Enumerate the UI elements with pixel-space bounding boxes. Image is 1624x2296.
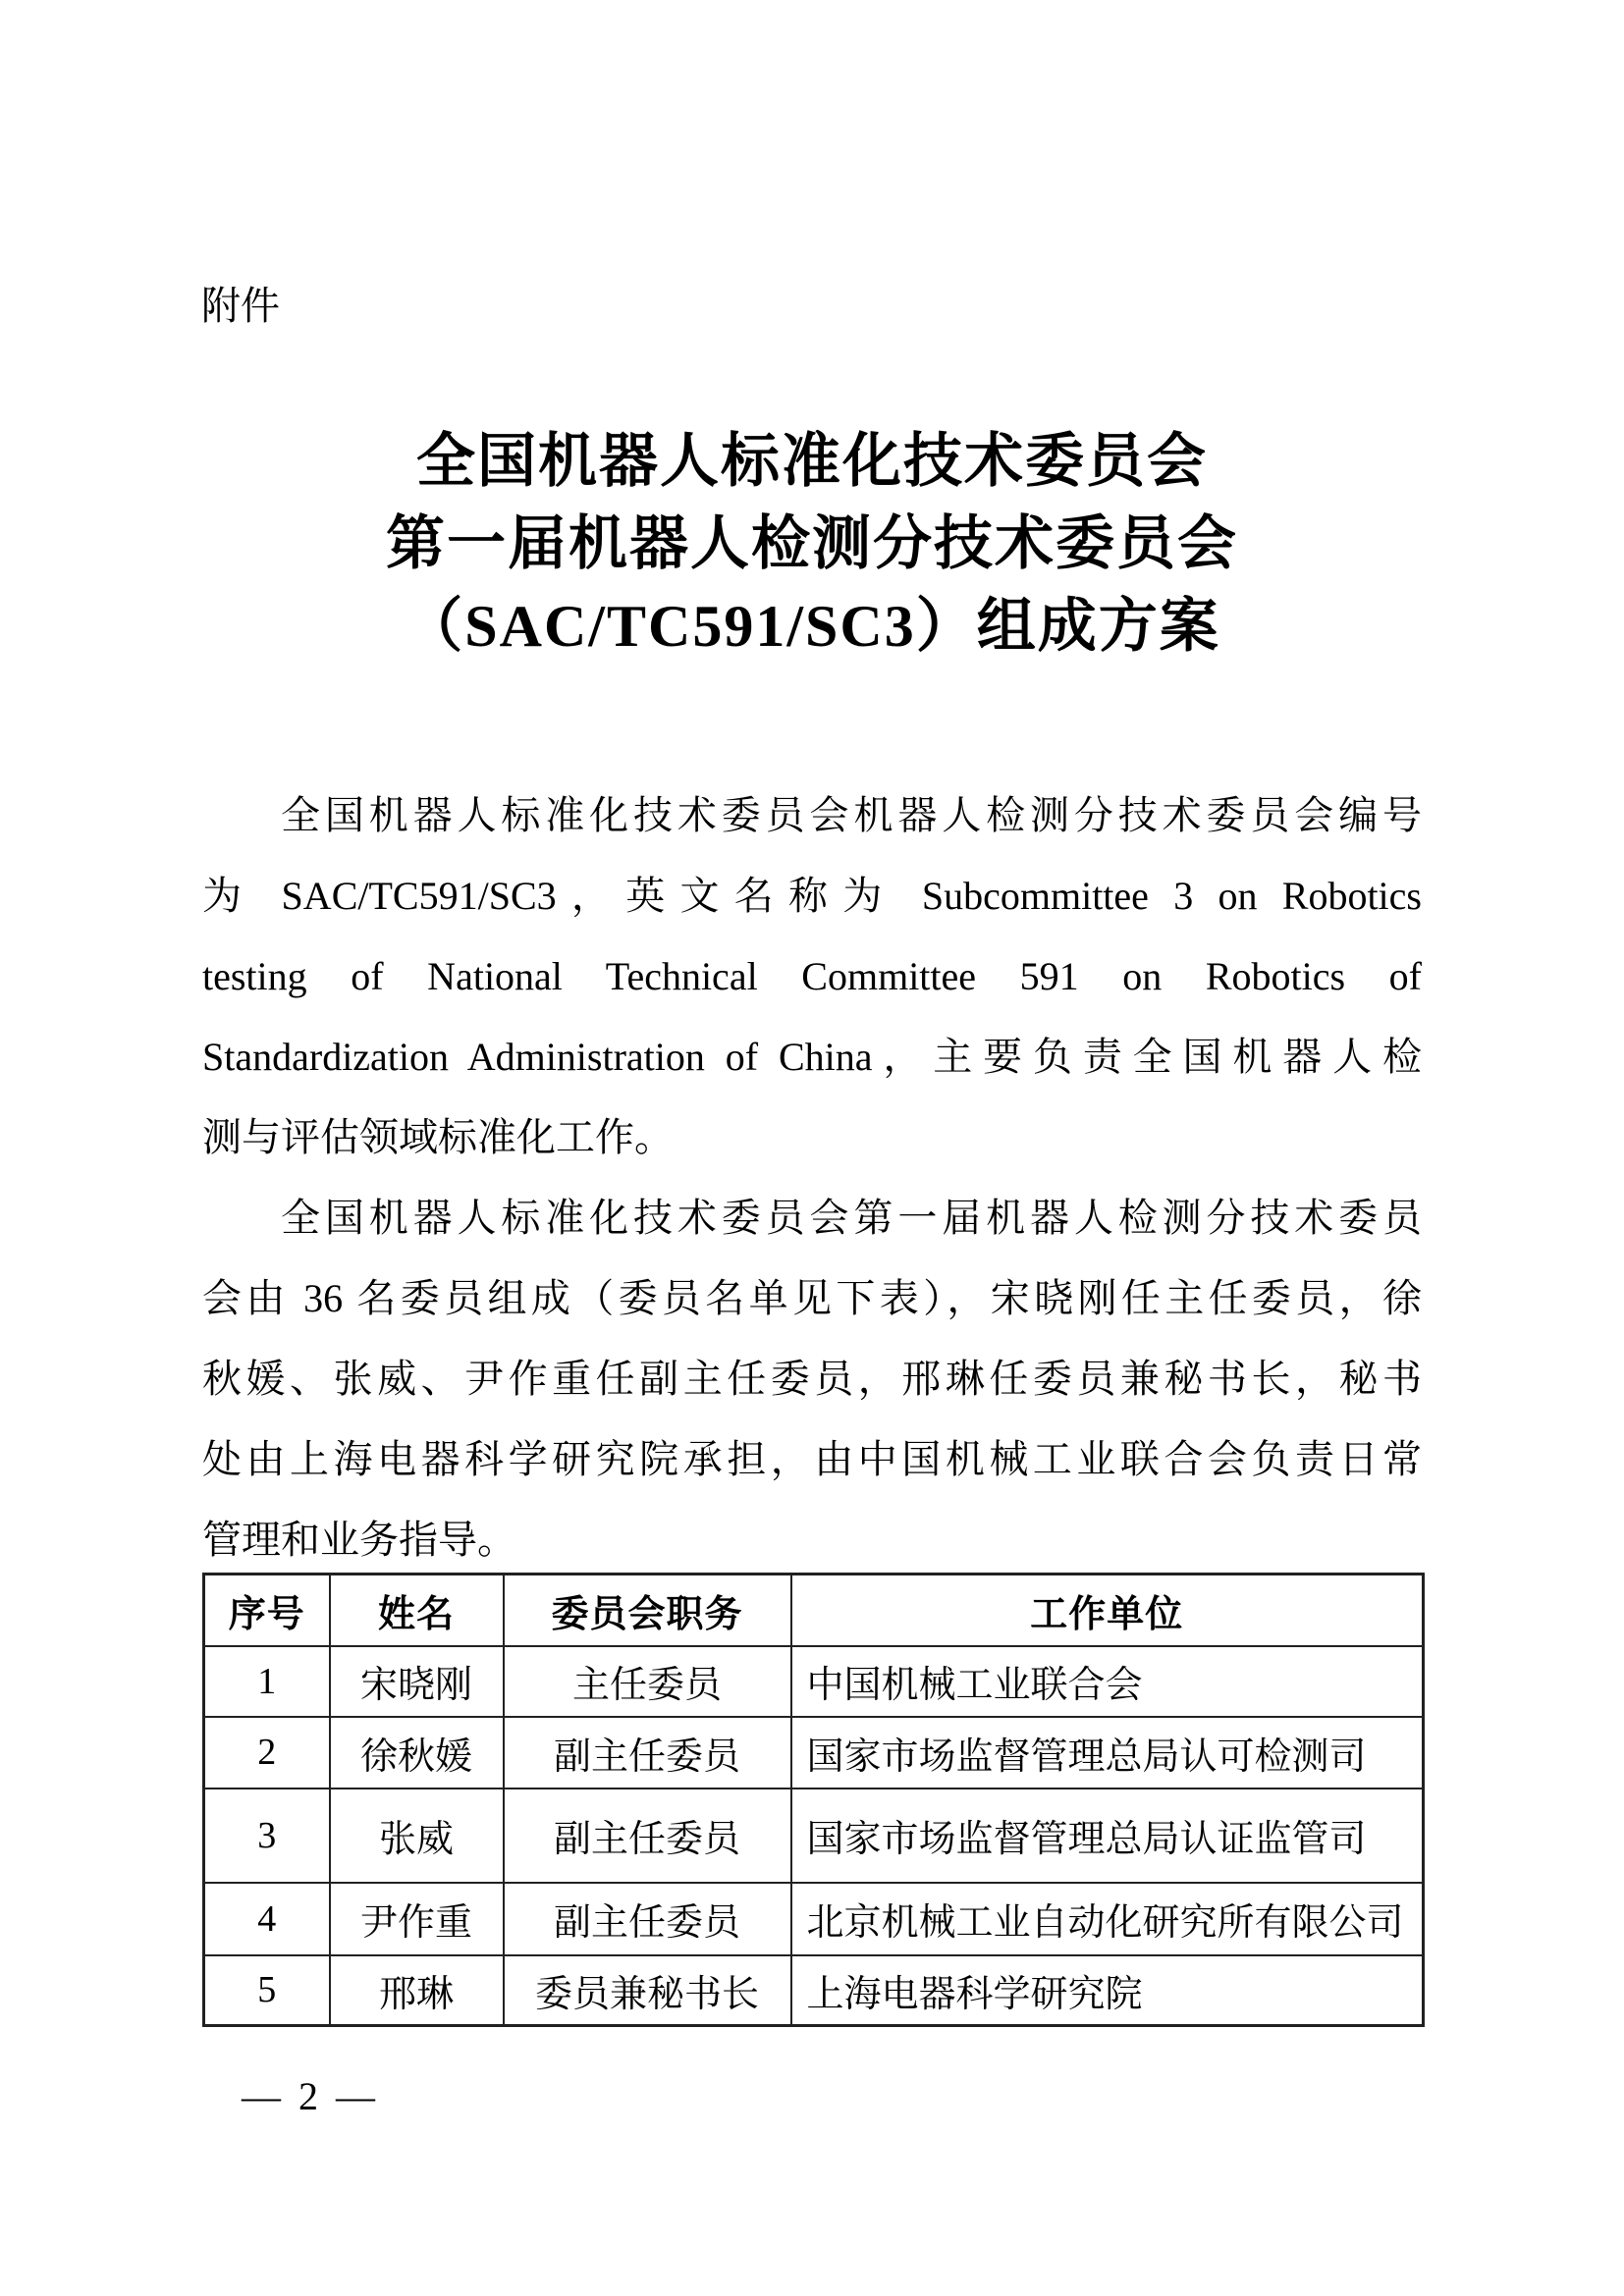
paragraph-2-line: 管理和业务指导。	[202, 1518, 516, 1562]
title-line-2: 第一届机器人检测分技术委员会	[386, 511, 1238, 576]
attachment-label: 附件	[201, 285, 280, 328]
paragraph-1-line: 全国机器人标准化技术委员会机器人检测分技术委员会编号	[281, 793, 1422, 837]
table-row	[204, 1955, 1424, 2026]
cell-organization: 北京机械工业自动化研究所有限公司	[791, 1883, 1424, 1955]
paragraph-1-line: Standardization Administration of China，主要负责全国机器人检	[202, 1035, 1422, 1079]
cell-name: 尹作重	[330, 1883, 504, 1955]
cell-name: 邢琳	[330, 1955, 504, 2026]
paragraph-1-line: 为 SAC/TC591/SC3，英文名称为 Subcommittee 3 on Robotics	[202, 874, 1422, 918]
title-line-3: （SAC/TC591/SC3）组成方案	[404, 594, 1220, 659]
cell-name: 张威	[330, 1789, 504, 1883]
paragraph-1-line: 测与评估领域标准化工作。	[202, 1115, 674, 1159]
table-row	[204, 1883, 1424, 1955]
cell-index: 3	[204, 1789, 330, 1883]
cell-role: 副主任委员	[504, 1883, 791, 1955]
cell-role: 主任委员	[504, 1646, 791, 1717]
committee-member-table	[202, 1573, 1425, 2027]
cell-index: 5	[204, 1955, 330, 2026]
cell-name: 宋晓刚	[330, 1646, 504, 1717]
cell-organization: 中国机械工业联合会	[791, 1646, 1424, 1717]
title-line-1: 全国机器人标准化技术委员会	[416, 429, 1208, 494]
column-header-index: 序号	[204, 1575, 330, 1646]
table-row	[204, 1646, 1424, 1717]
paragraph-1-line: testing of National Technical Committee 591 on Robotics of	[202, 954, 1422, 998]
cell-organization: 上海电器科学研究院	[791, 1955, 1424, 2026]
table-row	[204, 1789, 1424, 1883]
table-row	[204, 1717, 1424, 1789]
paragraph-2-line: 秋媛、张威、尹作重任副主任委员，邢琳任委员兼秘书长，秘书	[202, 1357, 1422, 1401]
paragraph-2-line: 会由 36 名委员组成（委员名单见下表），宋晓刚任主任委员，徐	[202, 1276, 1422, 1320]
cell-index: 1	[204, 1646, 330, 1717]
column-header-name: 姓名	[330, 1575, 504, 1646]
body-text	[202, 775, 1422, 1580]
cell-index: 2	[204, 1717, 330, 1789]
paragraph-2-line: 全国机器人标准化技术委员会第一届机器人检测分技术委员	[281, 1196, 1422, 1240]
cell-organization: 国家市场监督管理总局认证监管司	[791, 1789, 1424, 1883]
cell-role: 委员兼秘书长	[504, 1955, 791, 2026]
document-title	[0, 420, 1624, 667]
cell-role: 副主任委员	[504, 1717, 791, 1789]
cell-role: 副主任委员	[504, 1789, 791, 1883]
table-header-row	[204, 1575, 1424, 1646]
cell-name: 徐秋媛	[330, 1717, 504, 1789]
cell-index: 4	[204, 1883, 330, 1955]
paragraph-2-line: 处由上海电器科学研究院承担，由中国机械工业联合会负责日常	[202, 1437, 1422, 1481]
page-number: — 2 —	[242, 2074, 379, 2118]
column-header-organization: 工作单位	[791, 1575, 1424, 1646]
cell-organization: 国家市场监督管理总局认可检测司	[791, 1717, 1424, 1789]
column-header-role: 委员会职务	[504, 1575, 791, 1646]
